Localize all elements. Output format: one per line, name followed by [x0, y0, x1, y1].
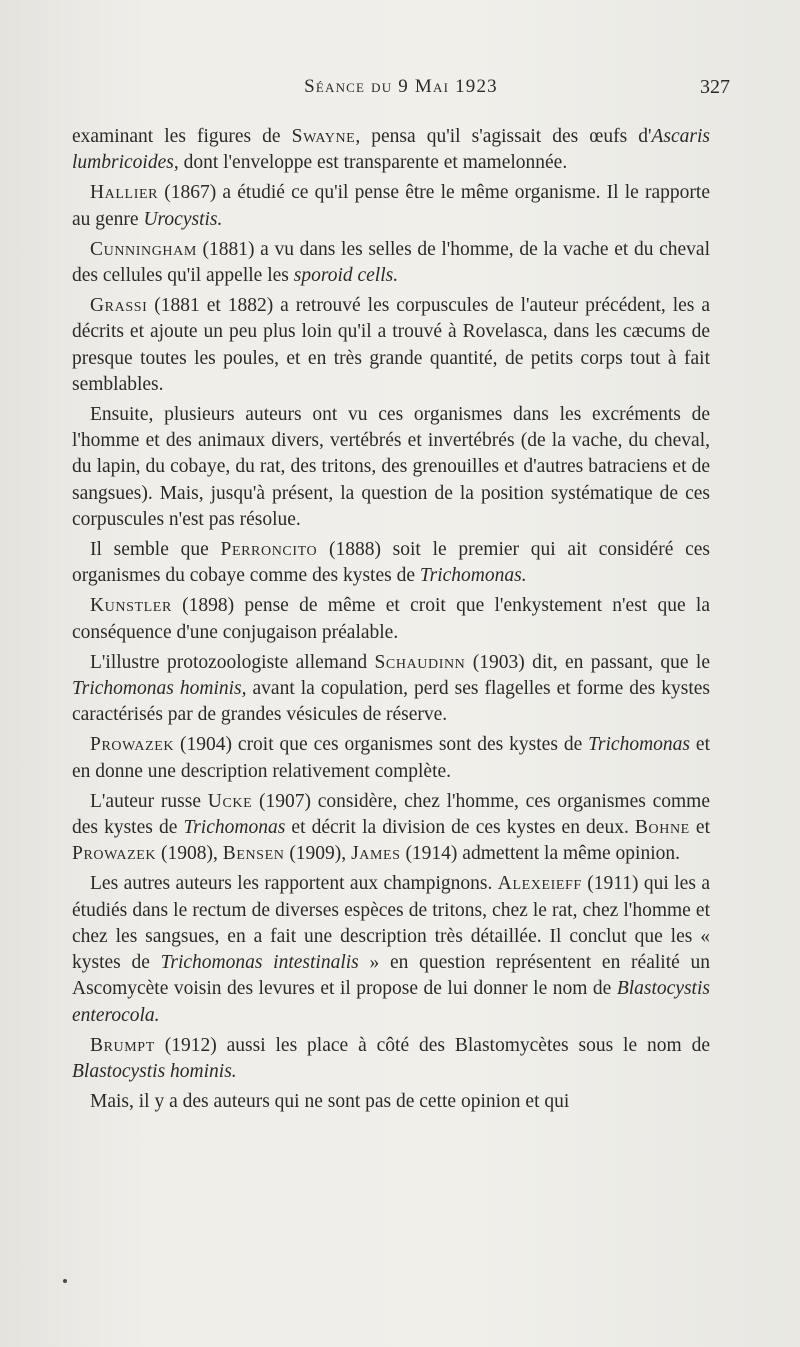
text-run: Mais, il y a des auteurs qui ne sont pas de cette opinion et qui [90, 1091, 570, 1113]
print-speck [63, 1279, 67, 1283]
author-name: James [351, 843, 401, 865]
paragraph [72, 402, 710, 533]
author-name: Bensen [222, 843, 285, 865]
text-run: Ensuite, plusieurs auteurs ont vu ces organismes dans les excréments de l'homme et des animaux divers, vertébrés et invertébrés (de la vache, du cheval, du lapin, du cobaye, du rat, des tritons, des grenouilles et d'autres batraciens et de sangsues). Mais, jusqu'à présent, la question de la position systématique de ces corpuscules n'est pas résolue. [72, 404, 710, 530]
author-name: Prowazek [72, 843, 157, 865]
taxon-name: sporoid cells. [293, 265, 399, 287]
author-name: Prowazek [90, 734, 175, 756]
author-name: Swayne [291, 126, 356, 147]
taxon-name: Trichomonas [183, 817, 286, 839]
author-name: Grassi [90, 295, 148, 317]
paragraph [72, 1033, 710, 1085]
author-name: Brumpt [90, 1034, 155, 1056]
paragraph [72, 293, 710, 398]
paragraph [72, 871, 710, 1028]
paragraph [72, 1089, 710, 1115]
page-number: 327 [700, 76, 730, 98]
paragraph [72, 650, 710, 729]
text-run: (1904) croit que ces organismes sont des kystes de [174, 734, 589, 756]
text-run: L'auteur russe [90, 790, 208, 812]
text-run: (1881) a vu dans les selles de l'homme, de la vache et du cheval des cellules qu'il appelle les [72, 238, 710, 287]
author-name: Ucke [207, 790, 253, 812]
taxon-name: Trichomonas hominis, [72, 678, 247, 700]
text-run: (1914) admettent la même opinion. [400, 843, 680, 865]
author-name: Kunstler [90, 595, 172, 617]
text-run: (1903) dit, en passant, que le [465, 651, 710, 673]
author-name: Schaudinn [374, 651, 466, 673]
taxon-name: Trichomonas. [419, 565, 527, 587]
running-title: Séance du 9 Mai 1923 [304, 76, 498, 97]
text-run: (1911) qui les a étudiés dans le rectum de diverses espèces de tritons, chez le rat, chez l'homme et chez les sangsues, en a fait une description très détaillée. Il conclut que les « kystes de [72, 873, 711, 974]
text-run: Il semble que [90, 539, 221, 561]
author-name: Hallier [90, 182, 159, 204]
text-run: et [689, 817, 710, 839]
author-name: Alexeieff [497, 873, 582, 895]
taxon-name: Ascaris lumbricoides [72, 126, 711, 174]
paragraph [72, 732, 710, 784]
paragraph [72, 537, 710, 589]
taxon-name: Trichomonas intestinalis [160, 952, 359, 974]
text-run: (1898) pense de même et croit que l'enkystement n'est que la conséquence d'une conjugaison préalable. [72, 595, 710, 643]
page-header [72, 76, 730, 106]
text-run: (1867) a étudié ce qu'il pense être le même organisme. Il le rapporte au genre [72, 182, 710, 230]
author-name: Cunningham [90, 238, 197, 260]
paragraph [72, 789, 710, 868]
paragraph [72, 180, 710, 232]
text-run: (1888) soit le premier qui ait considéré ces organismes du cobaye comme des kystes de [72, 539, 710, 587]
text-run: et en donne une description relativement complète. [72, 734, 710, 782]
text-run: (1881 et 1882) a retrouvé les corpuscules de l'auteur précédent, les a décrits et ajoute un peu plus loin qu'il a trouvé à Rovelasca, dans les cæcums de presque toutes les poules, et en très grande quantité, de petits corps tout à fait semblables. [72, 295, 710, 395]
text-run: (1907) considère, chez l'homme, ces organismes comme des kystes de [72, 790, 710, 839]
body-text [72, 124, 710, 1119]
text-run: , pensa qu'il s'agissait des œufs d' [355, 126, 652, 147]
text-run: Les autres auteurs les rapportent aux champignons. [90, 873, 498, 895]
text-run: et décrit la division de ces kystes en deux. [285, 817, 635, 839]
text-run: , dont l'enveloppe est transparente et mamelonnée. [173, 152, 568, 174]
taxon-name: Trichomonas [588, 734, 690, 756]
author-name: Perroncito [220, 539, 318, 561]
text-run: (1912) aussi les place à côté des Blastomycètes sous le nom de [154, 1034, 710, 1056]
text-run: » en question représentent en réalité un Ascomycète voisin des levures et il propose de lui donner le nom de [72, 952, 710, 1000]
text-run: L'illustre protozoologiste allemand [90, 651, 375, 673]
paragraph [72, 237, 710, 289]
taxon-name: Blastocystis enterocola. [72, 978, 710, 1026]
paragraph [72, 124, 710, 176]
author-name: Bohne [634, 817, 690, 839]
text-run: (1908), [156, 843, 223, 865]
text-run: examinant les figures de [72, 126, 292, 147]
taxon-name: Urocystis. [143, 208, 223, 230]
text-run: (1909), [284, 843, 352, 865]
taxon-name: Blastocystis hominis. [72, 1060, 237, 1082]
paragraph [72, 593, 710, 645]
text-run: avant la copulation, perd ses flagelles et forme des kystes caractérisés par de grandes vésicules de réserve. [72, 678, 710, 726]
